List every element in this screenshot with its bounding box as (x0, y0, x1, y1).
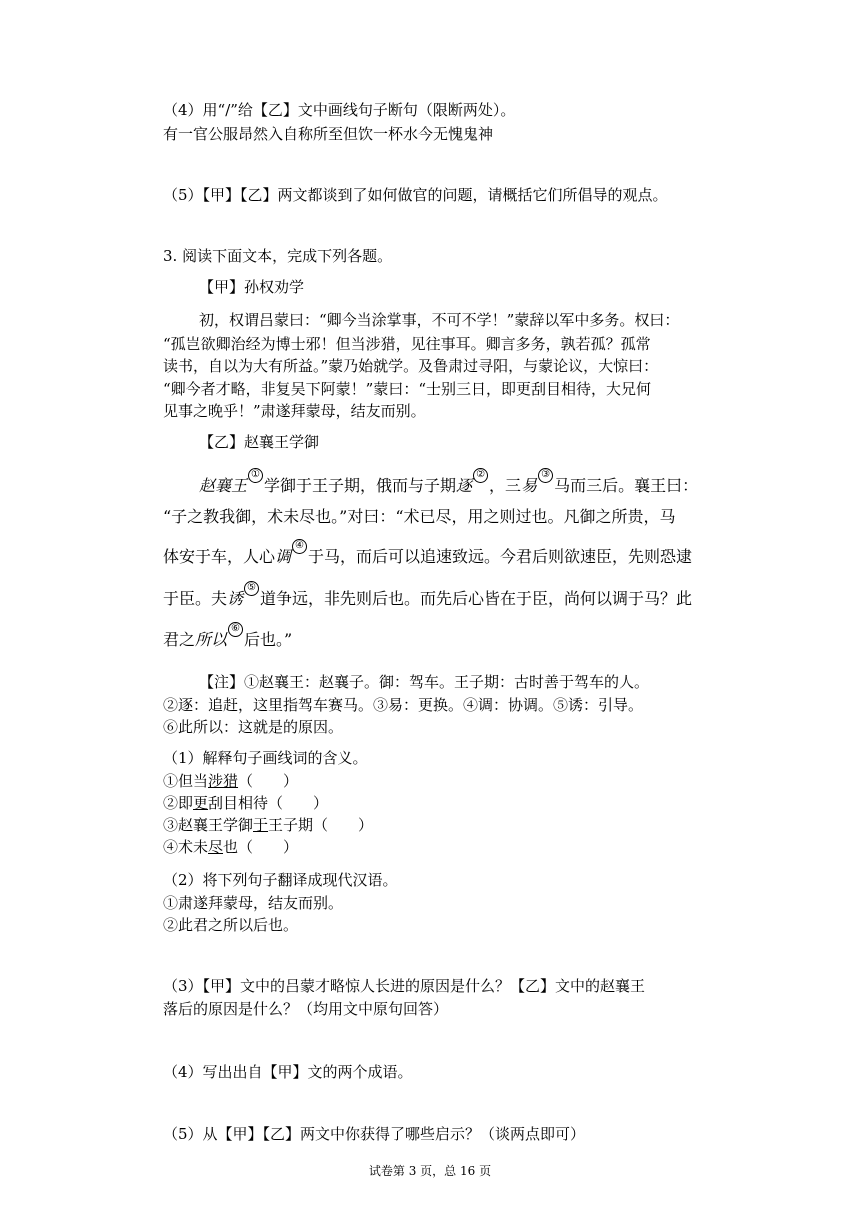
note-marker: ④ (292, 539, 307, 554)
jia-line: 初，权谓吕蒙曰：“卿今当涂掌事，不可不学！”蒙辞以军中多务。权曰： (199, 311, 680, 329)
yi-title: 【乙】赵襄王学御 (199, 433, 320, 451)
q3-2-prompt: （2）将下列句子翻译成现代汉语。 (163, 871, 398, 889)
jia-title: 【甲】孙权劝学 (199, 278, 305, 296)
note-marker: ③ (538, 468, 553, 483)
q3-1-prompt: （1）解释句子画线词的含义。 (163, 749, 368, 767)
note-line: ②逐：追赶，这里指驾车赛马。③易：更换。④调：协调。⑤诱：引导。 (163, 696, 644, 714)
q3-2-item: ①肃遂拜蒙母，结友而别。 (163, 894, 344, 912)
note-marker: ⑥ (228, 622, 243, 637)
note-line: ⑥此所以：这就是的原因。 (163, 718, 344, 736)
q3-1-item: ③赵襄王学御于王子期（ ） (163, 816, 374, 834)
q3-5-prompt: （5）从【甲】【乙】两文中你获得了哪些启示？（谈两点即可） (163, 1125, 586, 1143)
q3-1-item: ①但当涉猎（ ） (163, 772, 299, 790)
note-marker: ① (248, 468, 263, 483)
q2-4-sentence: 有一官公服昂然入自称所至但饮一杯水今无愧鬼神 (163, 125, 494, 143)
q3-4-prompt: （4）写出出自【甲】文的两个成语。 (163, 1063, 413, 1081)
yi-line-5: 君之所以⑥后也。” (163, 623, 293, 649)
note-marker: ⑤ (244, 581, 259, 596)
q2-4-prompt: （4）用“/”给【乙】文中画线句子断句（限断两处）。 (163, 101, 516, 119)
q2-5-prompt: （5）【甲】【乙】两文都谈到了如何做官的问题，请概括它们所倡导的观点。 (163, 186, 668, 204)
jia-line: 见事之晚乎！”肃遂拜蒙母，结友而别。 (163, 402, 426, 420)
q3-3-prompt: 落后的原因是什么？（均用文中原句回答） (163, 1000, 449, 1018)
q3-2-item: ②此君之所以后也。 (163, 916, 299, 934)
q3-1-item: ④术未尽也（ ） (163, 838, 299, 856)
q3-1-item: ②即更刮目相待（ ） (163, 794, 329, 812)
yi-line-1: 赵襄王①学御于王子期，俄而与子期逐②，三易③马而三后。襄王曰： (199, 469, 699, 495)
page-footer: 试卷第 3 页，总 16 页 (368, 1164, 492, 1178)
q3-heading: 3. 阅读下面文本，完成下列各题。 (163, 247, 393, 265)
jia-line: “孤岂欲卿治经为博士邪！但当涉猎，见往事耳。卿言多务，孰若孤？孤常 (163, 335, 651, 353)
jia-line: 读书，自以为大有所益。”蒙乃始就学。及鲁肃过寻阳，与蒙论议，大惊曰： (163, 357, 659, 375)
jia-line: “卿今者才略，非复吴下阿蒙！”蒙曰：“士别三日，即更刮目相待，大兄何 (163, 380, 652, 398)
q3-3-prompt: （3）【甲】文中的吕蒙才略惊人长进的原因是什么？【乙】文中的赵襄王 (163, 977, 646, 995)
note-line: 【注】①赵襄王：赵襄子。御：驾车。王子期：古时善于驾车的人。 (199, 673, 650, 691)
yi-line-2: “子之教我御，术未尽也。”对曰：“术已尽，用之则过也。凡御之所贵，马 (163, 507, 676, 526)
yi-line-3: 体安于车，人心调④于马，而后可以追速致远。今君后则欲速臣，先则恐逮 (163, 540, 693, 566)
yi-line-4: 于臣。夫诱⑤道争远，非先则后也。而先后心皆在于臣，尚何以调于马？此 (163, 582, 693, 608)
note-marker: ② (473, 468, 488, 483)
